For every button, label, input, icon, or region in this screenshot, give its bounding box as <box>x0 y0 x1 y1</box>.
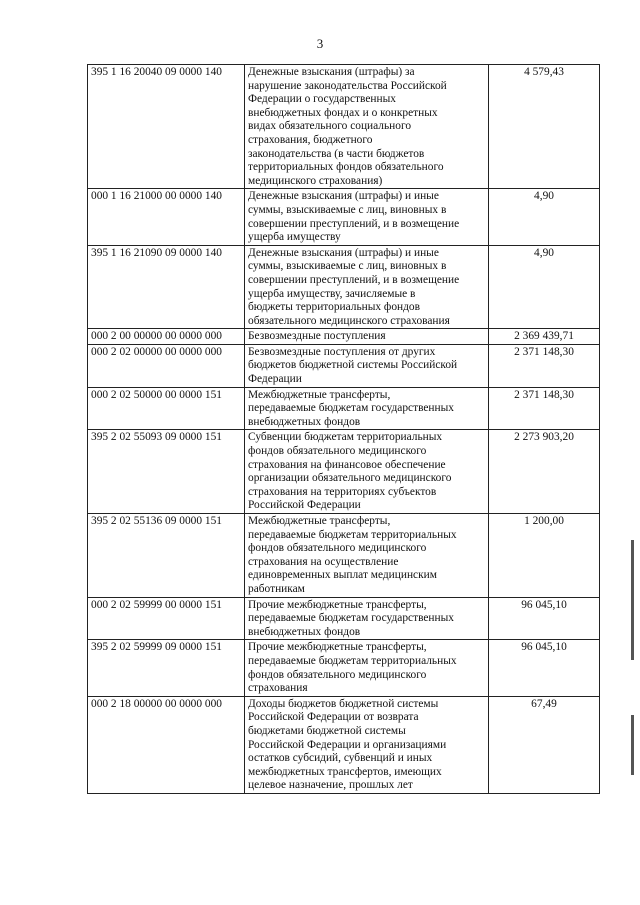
table-body <box>88 65 600 794</box>
description-line: совершении преступлений, и в возмещение <box>248 273 460 286</box>
table-row <box>88 245 600 329</box>
table-row <box>88 696 600 793</box>
table-row <box>88 189 600 245</box>
table-row <box>88 597 600 640</box>
description-line: страхования <box>248 682 308 695</box>
description-line: обязательного медицинского страхования <box>248 314 450 327</box>
description-line: остатков субсидий, субвенций и иных <box>248 752 433 765</box>
description-line: страхования на финансовое обеспечение <box>248 458 446 471</box>
description-line: передаваемые бюджетам территориальных <box>248 528 457 541</box>
description-line: Безвозмездные поступления от других <box>248 345 436 358</box>
description-line: фондов обязательного медицинского <box>248 445 427 458</box>
description-line: фондов обязательного медицинского <box>248 668 427 681</box>
description-line: Доходы бюджетов бюджетной системы <box>248 697 439 710</box>
description-line: Прочие межбюджетные трансферты, <box>248 641 427 654</box>
scan-edge-mark <box>631 540 634 660</box>
description-line: страхования на осуществление <box>248 555 399 568</box>
description-cell <box>245 189 489 245</box>
table-row <box>88 329 600 345</box>
amount-cell: 96 045,10 <box>489 597 600 640</box>
description-line: Российской Федерации <box>248 499 361 512</box>
description-cell <box>245 514 489 598</box>
description-line: медицинского страхования) <box>248 174 383 187</box>
description-line: Субвенции бюджетам территориальных <box>248 431 443 444</box>
description-line: законодательства (в части бюджетов <box>248 147 425 160</box>
table-row <box>88 65 600 189</box>
budget-code-cell: 395 1 16 21090 09 0000 140 <box>88 245 245 329</box>
description-line: нарушение законодательства Российской <box>248 79 447 92</box>
budget-code-cell: 000 2 02 00000 00 0000 000 <box>88 344 245 387</box>
amount-cell: 4,90 <box>489 245 600 329</box>
description-line: страхования на территориях субъектов <box>248 485 437 498</box>
description-line: бюджетами бюджетной системы <box>248 724 406 737</box>
description-line: ущерба имуществу, зачисляемые в <box>248 287 416 300</box>
description-line: передаваемые бюджетам государственных <box>248 612 454 625</box>
table-row <box>88 344 600 387</box>
description-line: Российской Федерации от возврата <box>248 711 419 724</box>
description-line: Межбюджетные трансферты, <box>248 515 391 527</box>
budget-code-cell: 395 2 02 55136 09 0000 151 <box>88 514 245 598</box>
budget-revenue-table <box>87 64 600 794</box>
amount-cell: 2 371 148,30 <box>489 387 600 430</box>
description-line: совершении преступлений, и в возмещение <box>248 217 460 230</box>
description-line: единовременных выплат медицинским <box>248 569 437 582</box>
description-cell <box>245 597 489 640</box>
description-line: суммы, взыскиваемые с лиц, виновных в <box>248 260 447 273</box>
amount-cell: 67,49 <box>489 696 600 793</box>
description-line: Межбюджетные трансферты, <box>248 388 391 401</box>
budget-code-cell: 000 1 16 21000 00 0000 140 <box>88 189 245 245</box>
page-number: 3 <box>316 36 324 51</box>
description-line: бюджетов бюджетной системы Российской <box>248 359 458 372</box>
description-line: суммы, взыскиваемые с лиц, виновных в <box>248 203 447 216</box>
description-line: территориальных фондов обязательного <box>248 161 444 174</box>
description-line: Федерации <box>248 373 302 386</box>
amount-cell: 1 200,00 <box>489 514 600 598</box>
description-line: ущерба имуществу <box>248 231 341 244</box>
description-line: Безвозмездные поступления <box>248 330 386 343</box>
description-cell <box>245 387 489 430</box>
budget-code-cell: 395 1 16 20040 09 0000 140 <box>88 65 245 189</box>
description-cell <box>245 640 489 696</box>
description-line: фондов обязательного медицинского <box>248 542 427 555</box>
scan-edge-mark <box>631 715 634 775</box>
description-cell <box>245 430 489 514</box>
table-row <box>88 514 600 598</box>
description-line: передаваемые бюджетам территориальных <box>248 654 457 667</box>
description-cell <box>245 245 489 329</box>
budget-code-cell: 000 2 00 00000 00 0000 000 <box>88 329 245 345</box>
table-row <box>88 387 600 430</box>
description-line: организации обязательного медицинского <box>248 472 452 485</box>
description-line: бюджеты территориальных фондов <box>248 301 420 314</box>
table-row <box>88 430 600 514</box>
description-line: передаваемые бюджетам государственных <box>248 402 454 415</box>
amount-cell: 96 045,10 <box>489 640 600 696</box>
amount-cell: 4 579,43 <box>489 65 600 189</box>
budget-code-cell: 000 2 18 00000 00 0000 000 <box>88 696 245 793</box>
amount-cell: 2 273 903,20 <box>489 430 600 514</box>
description-line: межбюджетных трансфертов, имеющих <box>248 765 442 778</box>
description-line: внебюджетных фондах и о конкретных <box>248 106 438 119</box>
description-line: работникам <box>248 582 305 595</box>
description-line: внебюджетных фондов <box>248 625 361 638</box>
description-line: страхования, бюджетного <box>248 133 373 146</box>
description-cell <box>245 65 489 189</box>
description-line: Денежные взыскания (штрафы) и иные <box>248 190 439 203</box>
description-line: Российской Федерации и организациями <box>248 738 447 751</box>
description-cell <box>245 344 489 387</box>
description-line: Денежные взыскания (штрафы) за <box>248 66 415 78</box>
description-line: внебюджетных фондов <box>248 415 361 428</box>
amount-cell: 2 371 148,30 <box>489 344 600 387</box>
budget-code-cell: 000 2 02 50000 00 0000 151 <box>88 387 245 430</box>
description-cell <box>245 696 489 793</box>
description-line: Прочие межбюджетные трансферты, <box>248 598 427 611</box>
description-line: Федерации о государственных <box>248 93 396 106</box>
amount-cell: 2 369 439,71 <box>489 329 600 345</box>
description-line: Денежные взыскания (штрафы) и иные <box>248 246 439 259</box>
budget-code-cell: 000 2 02 59999 00 0000 151 <box>88 597 245 640</box>
budget-code-cell: 395 2 02 55093 09 0000 151 <box>88 430 245 514</box>
amount-cell: 4,90 <box>489 189 600 245</box>
description-line: целевое назначение, прошлых лет <box>248 779 413 792</box>
description-line: видах обязательного социального <box>248 120 412 133</box>
table-row <box>88 640 600 696</box>
description-cell <box>245 329 489 345</box>
budget-code-cell: 395 2 02 59999 09 0000 151 <box>88 640 245 696</box>
